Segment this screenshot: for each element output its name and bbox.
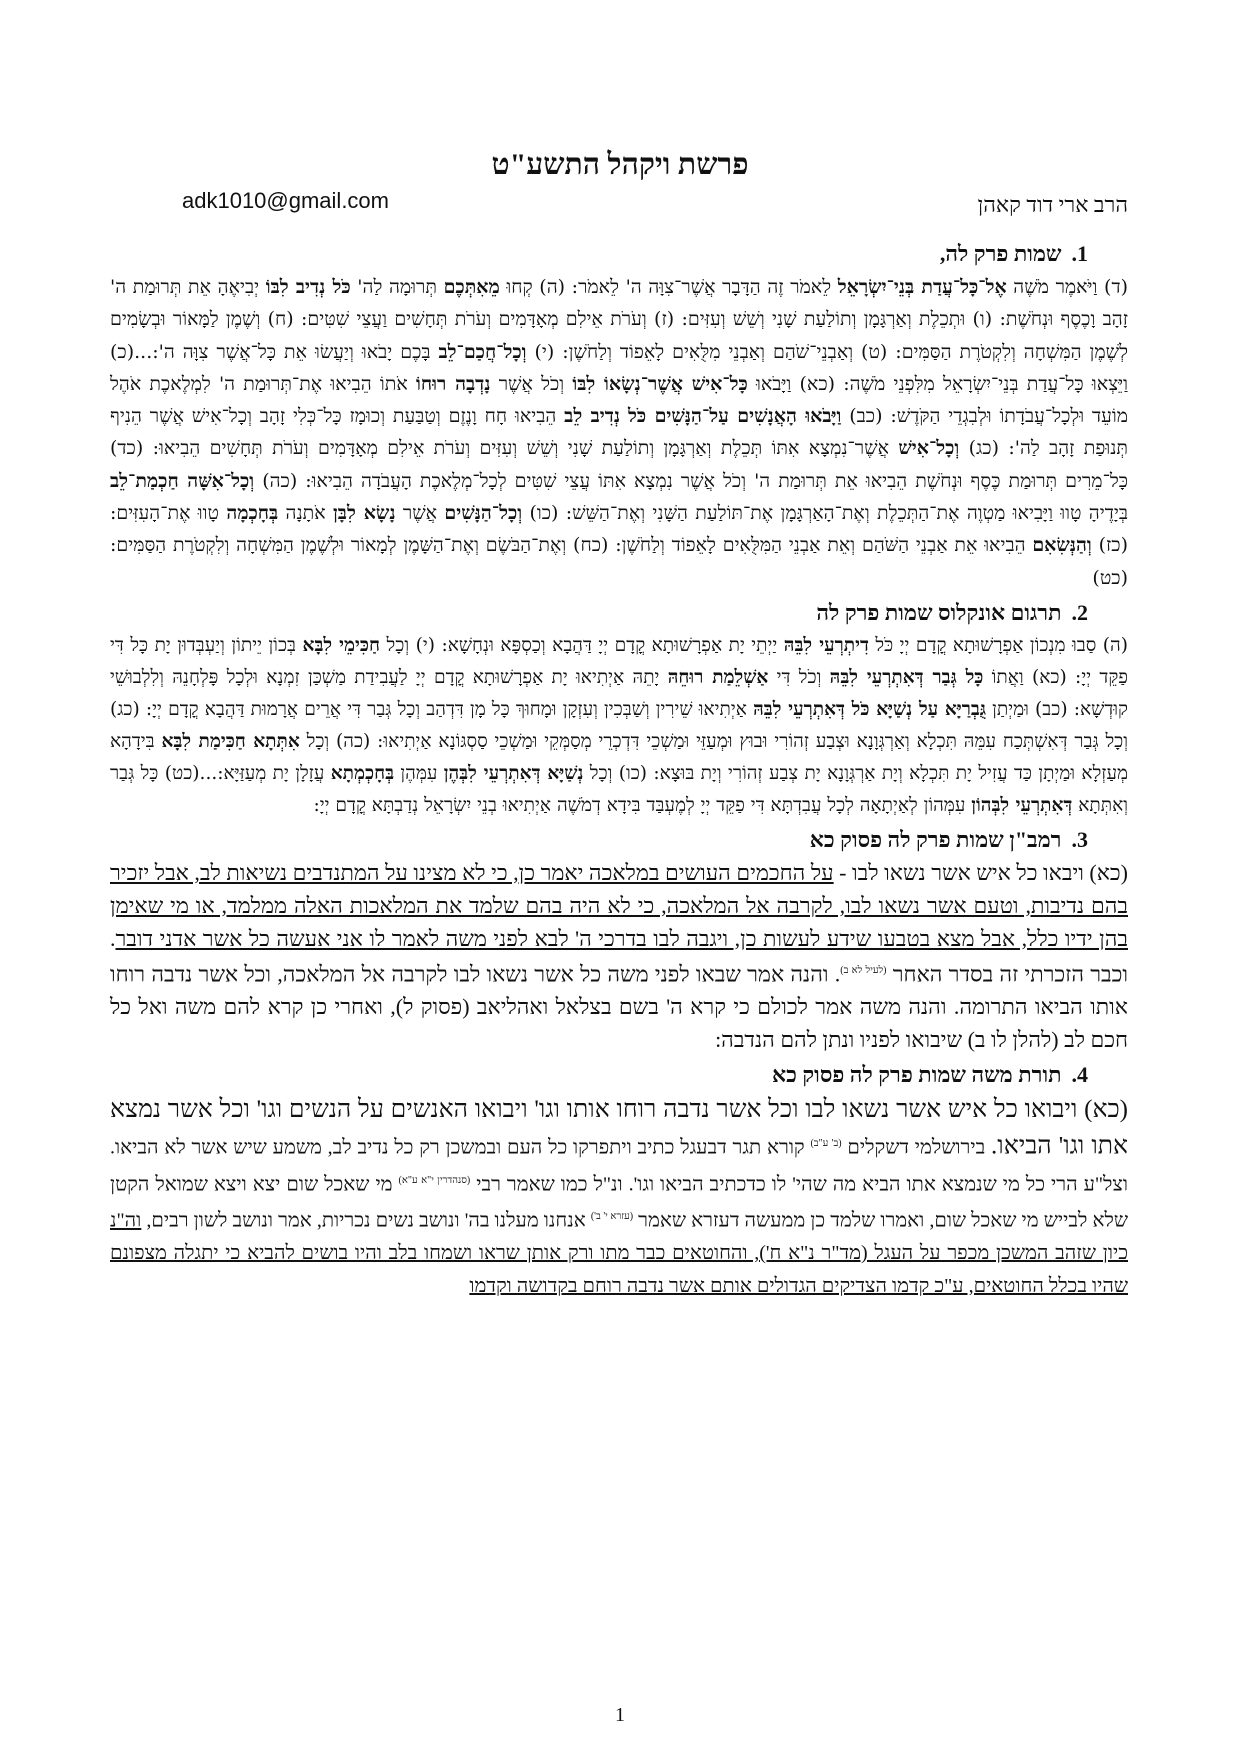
text-run: תְּרוּמָה לַה' xyxy=(350,276,444,298)
bold-phrase: נְשַׁיָּא דְּאִתְרְעֵי לִבְּהֶן xyxy=(443,762,584,784)
section-title: שמות פרק לה, xyxy=(939,241,1062,266)
text-run: וְכֹל דִּי xyxy=(768,666,830,688)
bold-phrase: וְהַנְּשִׂאִם xyxy=(1032,534,1092,557)
source-reference: (עזרא י' ב') xyxy=(590,1211,634,1223)
underlined-passage: על החכמים העושים במלאכה יאמר כן, כי לא מצינו על המתנדבים נשיאות לב, אבל יזכיר בהם נדיבות, וטעם אשר נשאו לבו, לקרבה אל המלאכה, כי לא היה בהם שלמד את המלאכות האלה ממלמד, או מי שאימן בהן ידיו כלל, אבל מצא בטבעו שידע לעשות כן, ויגבה לבו בדרכי ה' לבא לפני משה לאמר לו אני אעשה כל אשר אדני דובר xyxy=(110,860,1128,951)
text-run: יַיְתֵי יָת אַפְרָשׁוּתָא קֳדָם יְיָ דַּהֲבָא וְכַסְפָּא וּנְחָשָׁא: (י) וְכָל xyxy=(380,634,784,656)
text-run: אֲשֶׁר xyxy=(395,502,445,525)
bold-phrase: בְּחָכְמָה xyxy=(226,502,279,525)
source-reference: (לעיל לא ב) xyxy=(840,965,887,977)
text-run: (כא) ויבאו כל איש אשר נשאו לבו - xyxy=(833,860,1128,886)
text-run: עִמְּהוֹן לְאַיְתָאָה לְכָל עֲבִדְתָּא דִּי פַקֵּד יְיָ לְמֶעְבַּד בִּידָא דְמֹשֶׁה אַיְתִיאוּ בְנֵי יִשְׂרָאֵל נְדַבְתָּא קֳדָם יְיָ: xyxy=(313,794,972,816)
text-run: אֹתָנָה xyxy=(278,502,333,525)
bold-phrase: חַכִּימֵי לִבָּא xyxy=(302,634,381,656)
text-run: . והנה אמר שבאו לפני משה כל אשר נשאו לבו לקרבה אל המלאכה, וכל אשר נדבה רוחו אותו הביאו התרומה. והנה משה אמר לכולם כי קרא ה' בשם בצלאל ואהליאב (פסוק ל), ואחרי כן קרא להם משה ואל כל חכם לב (להלן לו ב) שיבואו לפניו ונתן להם הנדבה: xyxy=(110,961,1128,1052)
bold-phrase: דְּאִתְרְעֵי לִבְּהוֹן xyxy=(971,794,1073,816)
text-run: הֵבִיאוּ חָח וָנֶזֶם וְטַבַּעַת וְכוּמָז כָּל־כְּלִי זָהָב וְכָל־אִישׁ אֲשֶׁר הֵנִיף תְּנוּפַת זָהָב לַה': (כג) xyxy=(110,405,1128,460)
text-run: (ד) וַיֹּאמֶר מֹשֶׁה xyxy=(1006,276,1128,298)
section-number: 3. xyxy=(1071,827,1088,853)
text-run: הֵבִיאוּ אֵת אַבְנֵי הַשֹּׁהַם וְאֵת אַבְנֵי הַמִּלֻּאִים לָאֵפוֹד וְלַחֹשֶׁן: (כח) וְאֶת־הַבֹּשֶׂם וְאֶת־הַשָּׁמֶן לְמָאוֹר וּלְשֶׁמֶן הַמִּשְׁחָה וְלִקְטֹרֶת הַסַּמִּים: (כט) xyxy=(110,534,1128,589)
bold-phrase: נָדְבָה רוּחוֹ xyxy=(416,372,491,395)
bold-phrase: אַשְׁלֵמַת רוּחֵהּ xyxy=(667,666,769,688)
source-reference: (ב' ע"ב) xyxy=(810,1138,842,1150)
bold-phrase: נְדִיב לֵב xyxy=(564,405,621,428)
document-body xyxy=(110,235,1128,1302)
text-run xyxy=(620,405,628,427)
bold-phrase: דִיתְרְעֵי לִבֵּהּ xyxy=(783,634,869,656)
text-run: . וכבר הזכרתי זה בסדר האחר xyxy=(110,925,1129,987)
bold-phrase: נָשָׂא לִבָּן xyxy=(332,502,396,525)
text-run: יְבִיאֶהָ אֵת תְּרוּמַת ה' זָהָב וָכֶסֶף וּנְחֹשֶׁת: (ו) וּתְכֵלֶת וְאַרְגָּמָן וְתוֹלַעַת שָׁנִי וְשֵׁשׁ וְעִזִּים: (ז) וְעֹרֹת אֵילִם מְאָדָּמִים וְעֹרֹת תְּחָשִׁים וַעֲצֵי שִׁטִּים: (ח) וְשֶׁמֶן לַמָּאוֹר וּבְשָׂמִים לְשֶׁמֶן הַמִּשְׁחָה וְלִקְטֹרֶת הַסַּמִּים: (ט) וְאַבְנֵי־שֹׁהַם וְאַבְנֵי מִלֻּאִים לָאֵפוֹד וְלַחֹשֶׁן: (י) xyxy=(110,276,1129,363)
bold-phrase: גֻּבְרַיָּא עַל נְשַׁיָּא כֹּל דְּאִתְרְעֵי לִבֵּהּ xyxy=(753,698,986,720)
quoted-verse: (כא) ויבואו כל איש אשר נשאו לבו וכל אשר נדבה רוחו אותו וגו' ויבואו האנשים על הנשים וגו' וכל אשר נמצא אתו וגו' הביאו. xyxy=(110,1096,1128,1160)
author-email[interactable]: adk1010@gmail.com xyxy=(182,188,389,213)
text-run: בְּכוֹן יֵיתוֹן וְיַעְבְּדוּן יָת כָּל דִּי פַקֵּד יְיָ: (כא) וַאֲתוֹ xyxy=(110,634,1129,688)
page-title: פרשת ויקהל התשע"ט xyxy=(491,148,749,181)
text-run: עֲזָלָן יָת מְעַזַּיָּא:...(כט) כָּל גְּבַר וְאִתְּתָא xyxy=(110,762,1128,816)
bold-phrase: מֵאִתְּכֶם xyxy=(443,276,500,298)
bold-phrase: כֹּל נְדִיב לִבּוֹ xyxy=(265,276,351,298)
text-run: בָּכֶם יָבֹאוּ וְיַעֲשׂוּ אֵת כָּל־אֲשֶׁר צִוָּה ה':...(כ) וַיֵּצְאוּ כָּל־עֲדַת בְּנֵי־יִשְׂרָאֵל מִלִּפְנֵי מֹשֶׁה: (כא) וַיָּבֹאוּ xyxy=(110,340,1128,395)
text-run: טָווּ אֶת־הָעִזִּים: (כז) xyxy=(110,502,1128,557)
section-heading-2 xyxy=(110,600,1088,626)
ramban-text xyxy=(110,857,1128,1056)
torat-moshe-text xyxy=(110,1092,1128,1302)
text-run: וְכֹל אֲשֶׁר xyxy=(490,372,573,395)
section-title: תרגום אונקלוס שמות פרק לה xyxy=(816,599,1062,625)
author-name: הרב ארי דוד קאהן xyxy=(977,192,1128,217)
text-run: בְּיָדֶיהָ טָווּ וַיָּבִיאוּ מַטְוֶה אֶת־הַתְּכֵלֶת וְאֶת־הָאַרְגָּמָן אֶת־תּוֹלַעַת הַשָּׁנִי וְאֶת־הַשֵּׁשׁ: (כו) xyxy=(522,502,1128,525)
text-run: מי שאכל שום יצא ויצא שמואל הקטן שלא לבייש מי שאכל שום, ואמרו שלמד כן ממעשה דעזרא שאמר xyxy=(110,1173,1128,1232)
onkelos-text xyxy=(110,630,1128,821)
shemot-35-text xyxy=(110,271,1128,594)
bold-phrase: כָּל־אִישׁ אֲשֶׁר־נְשָׂאוֹ לִבּוֹ xyxy=(572,372,748,395)
bold-phrase: וְכָל־אִשָּׁה חַכְמַת־לֵב xyxy=(110,469,255,492)
section-heading-1 xyxy=(110,241,1088,267)
text-run: בִּידָהָא מְעַזְלָא וּמַיְתָן כַּד עֲזִיל יָת תִּכְלָא וְיָת אַרְגְּוָנָא יָת צְבַע זְהוֹרִי וְיָת בּוּצָא: (כו) וְכָל xyxy=(110,730,1128,784)
section-heading-4 xyxy=(110,1062,1088,1088)
section-title: רמב"ן שמות פרק לה פסוק כא xyxy=(809,827,1062,853)
text-run: לֵאמֹר זֶה הַדָּבָר אֲשֶׁר־צִוָּה ה' לֵאמֹר: (ה) קְחוּ xyxy=(499,276,838,298)
source-reference: (סנהדרין י"א ע"א) xyxy=(398,1174,471,1186)
text-run: אנחנו מעלנו בה' ונושב נשים נכריות, אמר ונושב לשון רבים, xyxy=(141,1209,591,1232)
bold-phrase: אִתְּתָא חַכִּימַת לִבָּא xyxy=(161,730,300,752)
text-run: אֹתוֹ הֵבִיאוּ אֶת־תְּרוּמַת ה' לִמְלֶאכֶת אֹהֶל מוֹעֵד וּלְכָל־עֲבֹדָתוֹ וּלְבִגְדֵי הַקֹּדֶשׁ: (כב) xyxy=(110,372,1128,428)
bold-phrase: אֶל־כָּל־עֲדַת בְּנֵי־יִשְׂרָאֵל xyxy=(837,276,1007,298)
bold-phrase: וַיָּבֹאוּ הָאֲנָשִׁים עַל־הַנָּשִׁים כֹּל xyxy=(627,405,842,428)
bold-phrase: כָּל גְּבַר דְּאִתְרְעֵי לִבֵּהּ xyxy=(829,666,984,688)
bold-phrase: בְּחָכְמְתָא xyxy=(330,762,395,784)
text-run: יָתֵהּ אַיְתִיאוּ יָת אַפְרָשׁוּתָא קֳדָם יְיָ לַעֲבִידַת מַשְׁכַּן זִמְנָא וּלְכָל פָּלְחָנֵהּ וְלִלְבוּשֵׁי קוּדְשָׁא: (כב) וּמַיְתַן xyxy=(110,666,1128,720)
text-run: קורא תגר דבעגל כתיב ויתפרקו כל העם ובמשכן רק כל נדיב לב, משמע שיש אשר לא הביאו. וצל"ע הרי כל מי שנמצא אתו הביא מה שהי' לו כדכתיב הביאו וגו'. ונ"ל כמו שאמר רבי xyxy=(110,1136,1129,1196)
section-number: 2. xyxy=(1071,599,1088,625)
bold-phrase: וְכָל־חֲכַם־לֵב xyxy=(438,340,527,363)
bold-phrase: וְכָל־הַנָּשִׁים xyxy=(444,502,523,525)
page-number: 1 xyxy=(615,1704,625,1726)
text-run: אֲשֶׁר־נִמְצָא אִתּוֹ תְּכֵלֶת וְאַרְגָּמָן וְתוֹלַעַת שָׁנִי וְשֵׁשׁ וְעִזִּים וְעֹרֹת אֵילִם מְאָדָּמִים וְעֹרֹת תְּחָשִׁים הֵבִיאוּ: (כד) כָּל־מֵרִים תְּרוּמַת כֶּסֶף וּנְחֹשֶׁת הֵבִיאוּ אֵת תְּרוּמַת ה' וְכֹל אֲשֶׁר נִמְצָא אִתּוֹ עֲצֵי שִׁטִּים לְכָל־מְלֶאכֶת הָעֲבֹדָה הֵבִיאוּ: (כה) xyxy=(110,437,1129,492)
text-run: אַיְתִיאוּ שֵׁירִין וְשַׁבְּכִין וְעִזְקָן וּמָחוּךְ כָּל מָן דִּדְהַב וְכָל גְּבַר דִּי אֲרֵים אֲרָמוּת דַּהֲבָא קֳדָם יְיָ: (כג) וְכָל גְּבַר דְּאִשְׁתְּכַח עִמֵּהּ תִּכְלָא וְאַרְגְּוָנָא וּצְבַע זְהוֹרִי וּבוּץ וּמְעַזֵּי וּמַשְׁכֵי דִּדְכְרֵי מְסַמְּקֵי וּמַשְׁכֵי סַסְגּוֹנָא אַיְתִיאוּ: (כה) וְכָל xyxy=(110,698,1128,752)
text-run: עִמְּהֶן xyxy=(394,762,444,784)
underlined-passage: וה"נ כיון שזהב המשכן מכפר על העגל (מד"ר נ"א ח'), והחוטאים כבר מתו ורק אותן שראו ושמחו בלב והיו בושים להביא כי יתגלה מצפונם שהיו בכלל החוטאים, ע"כ קדמו הצדיקים הגדולים אותם אשר נדבה רוחם בקדושה וקדמו xyxy=(110,1209,1128,1297)
section-title: תורת משה שמות פרק לה פסוק כא xyxy=(772,1062,1062,1088)
section-number: 4. xyxy=(1071,1062,1088,1088)
text-run: בירושלמי דשקלים xyxy=(841,1136,992,1159)
bold-phrase: וְכָל־אִישׁ xyxy=(898,437,960,460)
text-run: (ה) סַבוּ מִנְכוֹן אַפְרָשׁוּתָא קֳדָם יְיָ כֹּל xyxy=(868,634,1129,656)
section-heading-3 xyxy=(110,827,1088,853)
section-number: 1. xyxy=(1071,241,1088,266)
